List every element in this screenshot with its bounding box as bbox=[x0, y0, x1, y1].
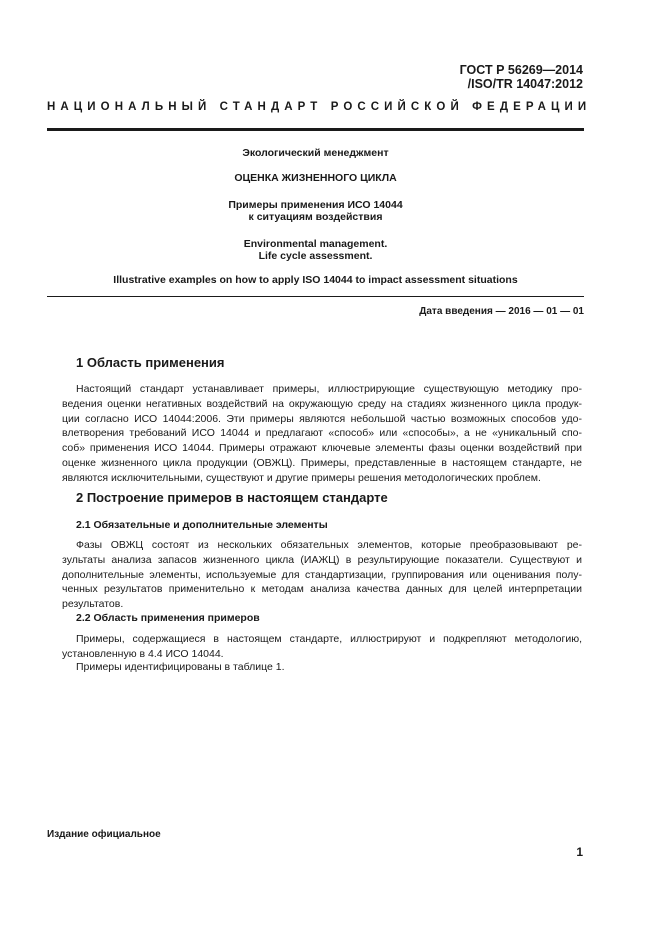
paragraph-line: влетворения требований ИСО 14044 и предлагают «способ» или «способы», а не «уникальный спо- bbox=[62, 427, 582, 440]
section1-heading: 1 Область применения bbox=[76, 355, 225, 370]
official-edition-label: Издание официальное bbox=[47, 829, 161, 840]
paragraph-line: являются исключительными, существуют и другие примеры решения методологических проблем. bbox=[62, 471, 541, 484]
section2-2-heading: 2.2 Область применения примеров bbox=[76, 612, 260, 624]
title-en-line3: Illustrative examples on how to apply ISO 14044 to impact assessment situations bbox=[113, 274, 518, 286]
paragraph-line: оценке жизненного цикла продукции (ОВЖЦ). Примеры, представленные в настоящем стандарте, не bbox=[62, 456, 582, 469]
section2-2-paragraph bbox=[62, 632, 582, 662]
header-divider bbox=[47, 128, 584, 131]
title-divider bbox=[47, 296, 584, 297]
section2-heading: 2 Построение примеров в настоящем стандарте bbox=[76, 490, 388, 505]
table-reference-text: Примеры идентифицированы в таблице 1. bbox=[76, 661, 285, 673]
title-sub-line1: Примеры применения ИСО 14044 bbox=[228, 199, 403, 211]
iso-number: /ISO/TR 14047:2012 bbox=[467, 77, 583, 91]
paragraph-line: ченных результатов применительно к методам анализа качества данных для целей интерпретации bbox=[62, 583, 582, 596]
title-en-line1: Environmental management. bbox=[243, 238, 388, 250]
title-sub-line2: к ситуациям воздействия bbox=[248, 211, 383, 223]
title-subject: Экологический менеджмент bbox=[242, 147, 389, 159]
paragraph-line: Фазы ОВЖЦ состоят из нескольких обязательных элементов, которые преобразовывают ре- bbox=[76, 539, 582, 551]
section1-paragraph bbox=[62, 382, 582, 486]
paragraph-line: Настоящий стандарт устанавливает примеры, иллюстрирующие существующую методику про- bbox=[76, 383, 582, 395]
section2-1-heading: 2.1 Обязательные и дополнительные элементы bbox=[76, 519, 328, 531]
title-main: ОЦЕНКА ЖИЗНЕННОГО ЦИКЛА bbox=[234, 172, 397, 184]
paragraph-line: результатов. bbox=[62, 598, 124, 611]
title-en-line2: Life cycle assessment. bbox=[258, 250, 373, 262]
section2-1-paragraph bbox=[62, 538, 582, 612]
page-number: 1 bbox=[576, 845, 583, 859]
paragraph-line: зультаты анализа запасов жизненного цикла (ИАЖЦ) в результирующие показатели. Существуют и bbox=[62, 553, 582, 566]
gost-number: ГОСТ Р 56269—2014 bbox=[459, 63, 583, 77]
paragraph-line: соб» применения ИСО 14044. Примеры отражают ключевые элементы фазы оценки воздействий при bbox=[62, 442, 582, 455]
paragraph-line: Примеры, содержащиеся в настоящем стандарте, иллюстрируют и подкрепляют методологию, bbox=[76, 633, 582, 645]
paragraph-line: ведения оценки негативных воздействий на окружающую среду на стадиях жизненного цикла продук- bbox=[62, 397, 582, 410]
paragraph-line: дополнительные элементы, используемые для стандартизации, группирования или оценивания полу- bbox=[62, 568, 582, 581]
national-standard-banner: НАЦИОНАЛЬНЫЙ СТАНДАРТ РОССИЙСКОЙ ФЕДЕРАЦИИ bbox=[47, 101, 592, 113]
paragraph-line: установленную в 4.4 ИСО 14044. bbox=[62, 647, 224, 660]
introduction-date: Дата введения — 2016 — 01 — 01 bbox=[419, 306, 584, 317]
paragraph-line: ции согласно ИСО 14044:2006. Эти примеры являются небольшой частью возможных способов удо- bbox=[62, 412, 582, 425]
